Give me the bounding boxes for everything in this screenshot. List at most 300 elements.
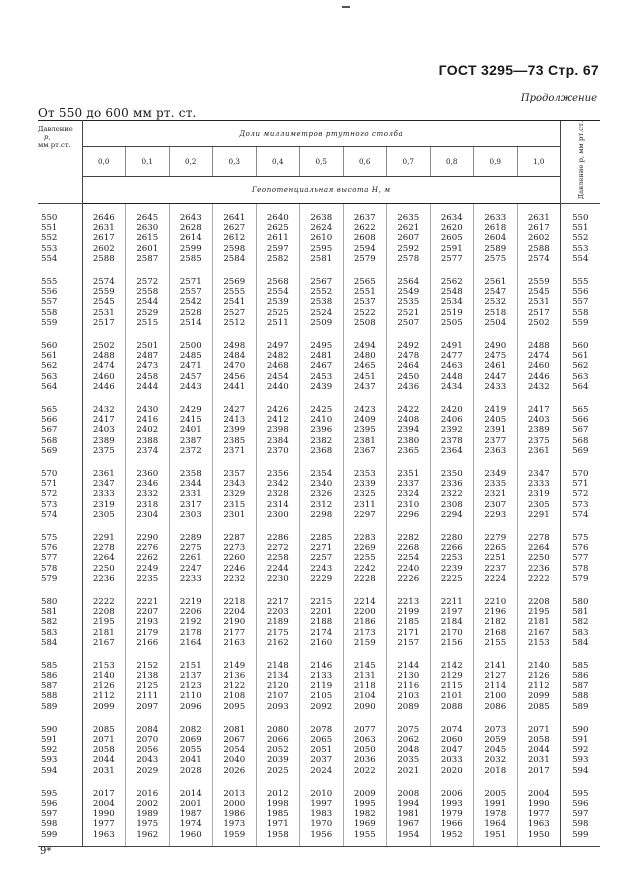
height-cell: 2006 [430, 789, 474, 799]
height-cell: 2040 [213, 755, 257, 765]
height-cell: 2594 [343, 244, 387, 254]
height-cell: 2260 [213, 553, 257, 563]
height-cell: 2048 [387, 745, 431, 755]
pressure-cell: 564 [38, 382, 82, 392]
height-cell: 2584 [213, 254, 257, 264]
height-cell: 2625 [256, 223, 300, 233]
height-cell: 2207 [126, 607, 170, 617]
pressure-cell: 572 [38, 489, 82, 499]
height-cell: 2235 [126, 574, 170, 584]
height-cell: 1990 [527, 798, 550, 809]
height-cell: 2346 [126, 479, 170, 489]
height-cell: 2490 [474, 341, 518, 351]
height-cell: 1977 [527, 809, 550, 820]
height-cell: 2457 [169, 372, 213, 382]
height-cell: 1962 [126, 830, 170, 840]
height-cell: 2175 [256, 628, 300, 638]
table-row [38, 543, 600, 553]
height-cell: 2069 [169, 735, 213, 745]
height-cell: 2294 [430, 510, 474, 520]
height-cell: 2035 [387, 755, 431, 765]
height-cell: 2167 [527, 627, 550, 638]
fraction-header-0: 0,0 [82, 147, 126, 177]
height-cell: 2111 [126, 691, 170, 701]
height-cell: 2080 [256, 725, 300, 735]
height-cell: 2077 [343, 725, 387, 735]
height-cell: 2460 [527, 361, 550, 372]
height-cell: 2425 [300, 405, 344, 415]
height-cell: 2351 [387, 469, 431, 479]
height-cell: 2073 [474, 725, 518, 735]
height-cell: 2617 [527, 223, 550, 233]
height-cell: 2012 [256, 789, 300, 799]
height-cell: 2444 [126, 382, 170, 392]
height-cell: 2244 [256, 564, 300, 574]
page-number: 9* [40, 846, 52, 857]
pressure-cell-right: 567 [561, 425, 601, 435]
height-cell: 2538 [300, 297, 344, 307]
height-cell: 2155 [474, 638, 518, 648]
table-row [38, 308, 600, 318]
pressure-cell-right: 593 [561, 755, 601, 765]
pressure-cell-right: 554 [561, 254, 601, 264]
height-cell: 2153 [82, 661, 126, 671]
pressure-cell-right: 591 [561, 735, 601, 745]
height-cell: 2218 [213, 597, 257, 607]
height-cell: 2630 [126, 223, 170, 233]
table-row [38, 254, 600, 264]
height-cell: 2447 [474, 372, 518, 382]
height-cell: 2002 [126, 799, 170, 809]
pressure-cell: 583 [38, 628, 82, 638]
table-row [38, 405, 600, 415]
pressure-cell-right: 560 [561, 341, 601, 351]
height-cell: 2140 [82, 671, 126, 681]
height-cell: 2467 [300, 361, 344, 371]
height-cell: 2271 [300, 543, 344, 553]
pressure-cell-right: 571 [561, 479, 601, 489]
height-cell: 2055 [169, 745, 213, 755]
table-row [38, 617, 600, 627]
height-cell: 2532 [474, 297, 518, 307]
height-cell: 2591 [430, 244, 474, 254]
height-cell: 2029 [126, 766, 170, 776]
height-cell: 1971 [256, 819, 300, 829]
pressure-cell-right: 558 [561, 308, 601, 318]
height-cell: 2251 [474, 553, 518, 563]
height-cell: 2454 [256, 372, 300, 382]
pressure-cell-right: 583 [561, 628, 601, 638]
pressure-cell: 588 [38, 691, 82, 701]
pressure-cell: 597 [38, 809, 82, 819]
pressure-cell: 551 [38, 223, 82, 233]
height-cell: 2559 [82, 287, 126, 297]
height-cell: 2578 [387, 254, 431, 264]
table-row [38, 425, 600, 435]
group-spacer [38, 328, 600, 341]
height-cell: 2236 [82, 574, 126, 584]
height-cell: 2574 [527, 253, 550, 264]
height-cell: 2297 [343, 510, 387, 520]
group-spacer [38, 584, 600, 597]
height-cell: 2430 [126, 405, 170, 415]
height-cell: 2357 [213, 469, 257, 479]
table-row [38, 500, 600, 510]
height-cell: 2278 [527, 532, 550, 543]
height-cell: 2537 [343, 297, 387, 307]
height-cell: 2200 [343, 607, 387, 617]
height-cell: 2243 [300, 564, 344, 574]
height-cell: 2310 [387, 500, 431, 510]
continued-label: Продолжение [520, 93, 597, 104]
height-cell: 2488 [82, 351, 126, 361]
group-spacer [38, 520, 600, 533]
height-cell: 2129 [430, 671, 474, 681]
height-cell: 2193 [126, 617, 170, 627]
height-cell: 2233 [169, 574, 213, 584]
pressure-cell: 587 [38, 681, 82, 691]
fraction-header-7: 0,7 [387, 147, 431, 177]
height-cell: 2392 [430, 425, 474, 435]
height-cell: 2308 [430, 500, 474, 510]
height-cell: 2588 [82, 254, 126, 264]
height-cell: 2328 [256, 489, 300, 499]
height-cell: 2473 [126, 361, 170, 371]
table-row [38, 671, 600, 681]
height-cell: 1985 [256, 809, 300, 819]
height-cell: 2239 [430, 564, 474, 574]
height-cell: 1987 [169, 809, 213, 819]
height-cell: 2093 [256, 702, 300, 712]
height-cell: 2107 [256, 691, 300, 701]
group-spacer [38, 776, 600, 789]
height-cell: 2000 [213, 799, 257, 809]
height-cell: 2206 [169, 607, 213, 617]
height-cell: 2401 [169, 425, 213, 435]
table-row [38, 318, 600, 328]
height-cell: 2460 [82, 372, 126, 382]
height-cell: 2453 [300, 372, 344, 382]
height-cell: 2119 [300, 681, 344, 691]
height-cell: 2545 [82, 297, 126, 307]
height-cell: 2024 [300, 766, 344, 776]
fraction-header-4: 0,4 [256, 147, 300, 177]
height-cell: 2134 [256, 671, 300, 681]
height-cell: 2282 [387, 533, 431, 543]
height-cell: 2382 [300, 436, 344, 446]
height-cell: 2319 [527, 489, 550, 500]
height-cell: 2298 [300, 510, 344, 520]
pressure-cell: 593 [38, 755, 82, 765]
height-cell: 2120 [256, 681, 300, 691]
height-cell: 2110 [169, 691, 213, 701]
height-cell: 2451 [343, 372, 387, 382]
pressure-cell-right: 581 [561, 607, 601, 617]
pressure-cell: 556 [38, 287, 82, 297]
group-spacer [38, 203, 600, 213]
standard-number: ГОСТ 3295—73 [438, 62, 544, 78]
height-cell: 2420 [430, 405, 474, 415]
table-row [38, 766, 600, 776]
height-cell: 2380 [387, 436, 431, 446]
height-cell: 2266 [430, 543, 474, 553]
table-row [38, 510, 600, 520]
pressure-cell-right: 590 [561, 725, 601, 735]
height-cell: 2592 [387, 244, 431, 254]
height-cell: 2229 [300, 574, 344, 584]
height-cell: 1975 [126, 819, 170, 829]
height-cell: 2162 [256, 638, 300, 648]
height-cell: 1978 [474, 809, 518, 819]
height-cell: 2643 [169, 213, 213, 223]
pressure-cell: 557 [38, 297, 82, 307]
height-cell: 2589 [474, 244, 518, 254]
height-cell: 1993 [430, 799, 474, 809]
height-cell: 2144 [387, 661, 431, 671]
height-cell: 2291 [527, 509, 550, 520]
height-cell: 2396 [300, 425, 344, 435]
height-cell: 2426 [256, 405, 300, 415]
height-cell: 1995 [343, 799, 387, 809]
height-cell: 1977 [82, 819, 126, 829]
height-cell: 2047 [430, 745, 474, 755]
height-cell: 2405 [474, 415, 518, 425]
height-cell: 2337 [387, 479, 431, 489]
height-cell: 2164 [169, 638, 213, 648]
height-cell: 2085 [82, 725, 126, 735]
pressure-cell: 580 [38, 597, 82, 607]
table-row [38, 213, 600, 223]
height-cell: 1952 [430, 830, 474, 840]
table-row [38, 287, 600, 297]
height-cell: 2104 [343, 691, 387, 701]
height-cell: 2344 [169, 479, 213, 489]
height-cell: 2374 [126, 446, 170, 456]
range-title: От 550 до 600 мм рт. ст. [38, 106, 197, 120]
height-cell: 2410 [300, 415, 344, 425]
height-cell: 2146 [300, 661, 344, 671]
height-cell: 2646 [82, 213, 126, 223]
height-cell: 2065 [300, 735, 344, 745]
height-cell: 1958 [256, 830, 300, 840]
height-cell: 2446 [527, 371, 550, 382]
height-cell: 2482 [256, 351, 300, 361]
pressure-cell: 576 [38, 543, 82, 553]
height-cell: 2515 [126, 318, 170, 328]
height-cell: 2367 [343, 446, 387, 456]
height-cell: 2492 [387, 341, 431, 351]
height-cell: 2437 [343, 382, 387, 392]
height-cell: 2141 [474, 661, 518, 671]
height-cell: 2409 [343, 415, 387, 425]
height-cell: 2058 [527, 734, 550, 745]
height-cell: 2470 [213, 361, 257, 371]
height-cell: 2610 [300, 233, 344, 243]
table-end [38, 840, 600, 847]
height-cell: 2331 [169, 489, 213, 499]
height-cell: 2458 [126, 372, 170, 382]
table-row [38, 745, 600, 755]
height-cell: 2253 [430, 553, 474, 563]
height-cell: 2081 [213, 725, 257, 735]
height-cell: 2477 [430, 351, 474, 361]
height-cell: 2465 [343, 361, 387, 371]
pressure-cell-right: 550 [561, 213, 601, 223]
height-cell: 2535 [387, 297, 431, 307]
height-cell: 2318 [126, 500, 170, 510]
height-cell: 2637 [343, 213, 387, 223]
height-cell: 2394 [387, 425, 431, 435]
height-cell: 2615 [126, 233, 170, 243]
height-cell: 2633 [474, 213, 518, 223]
height-cell: 2016 [126, 789, 170, 799]
height-cell: 2280 [430, 533, 474, 543]
height-cell: 2395 [343, 425, 387, 435]
height-cell: 2071 [527, 724, 550, 735]
height-cell: 2354 [300, 469, 344, 479]
height-cell: 2474 [527, 350, 550, 361]
table-row [38, 361, 600, 371]
height-cell: 2363 [474, 446, 518, 456]
height-cell: 2332 [126, 489, 170, 499]
height-cell: 2441 [213, 382, 257, 392]
height-cell: 2508 [343, 318, 387, 328]
height-cell: 2021 [387, 766, 431, 776]
pressure-cell: 558 [38, 308, 82, 318]
height-cell: 2153 [527, 637, 550, 648]
height-cell: 1983 [300, 809, 344, 819]
height-cell: 2599 [169, 244, 213, 254]
height-cell: 2182 [474, 617, 518, 627]
pressure-cell-right: 575 [561, 533, 601, 543]
height-cell: 2528 [169, 308, 213, 318]
height-cell: 1991 [474, 799, 518, 809]
height-cell: 2557 [169, 287, 213, 297]
pressure-cell: 567 [38, 425, 82, 435]
height-cell: 2199 [387, 607, 431, 617]
height-cell: 1956 [300, 830, 344, 840]
table-row [38, 469, 600, 479]
height-cell: 2547 [474, 287, 518, 297]
height-cell: 2375 [82, 446, 126, 456]
height-cell: 2544 [126, 297, 170, 307]
pressure-cell: 560 [38, 341, 82, 351]
height-cell: 2434 [430, 382, 474, 392]
height-cell: 2631 [527, 212, 550, 223]
height-cell: 2059 [474, 735, 518, 745]
height-cell: 2084 [126, 725, 170, 735]
height-cell: 2151 [169, 661, 213, 671]
height-cell: 2601 [126, 244, 170, 254]
height-cell: 2026 [213, 766, 257, 776]
height-cell: 2448 [430, 372, 474, 382]
table-row [38, 436, 600, 446]
height-cell: 2406 [430, 415, 474, 425]
height-cell: 2579 [343, 254, 387, 264]
height-cell: 2519 [430, 308, 474, 318]
height-cell: 2036 [343, 755, 387, 765]
pressure-cell: 575 [38, 533, 82, 543]
height-cell: 2115 [430, 681, 474, 691]
height-cell: 2031 [82, 766, 126, 776]
height-cell: 2423 [343, 405, 387, 415]
height-cell: 2564 [387, 277, 431, 287]
group-spacer [38, 392, 600, 405]
height-cell: 2627 [213, 223, 257, 233]
height-cell: 1960 [169, 830, 213, 840]
height-cell: 2347 [82, 479, 126, 489]
pressure-cell: 586 [38, 671, 82, 681]
pressure-cell-right: 576 [561, 543, 601, 553]
height-cell: 2186 [343, 617, 387, 627]
pressure-cell-right: 578 [561, 564, 601, 574]
height-cell: 2340 [300, 479, 344, 489]
height-cell: 2031 [527, 755, 550, 766]
height-cell: 2291 [82, 533, 126, 543]
pressure-cell-right: 572 [561, 489, 601, 499]
height-cell: 2371 [213, 446, 257, 456]
height-cell: 2219 [169, 597, 213, 607]
height-cell: 2289 [169, 533, 213, 543]
height-cell: 2258 [256, 553, 300, 563]
pressure-cell-right: 595 [561, 789, 601, 799]
height-cell: 2195 [527, 606, 550, 617]
pressure-cell: 595 [38, 789, 82, 799]
height-cell: 2230 [256, 574, 300, 584]
height-cell: 1973 [213, 819, 257, 829]
pressure-cell: 566 [38, 415, 82, 425]
height-cell: 2226 [387, 574, 431, 584]
height-cell: 1966 [430, 819, 474, 829]
height-cell: 2531 [527, 297, 550, 308]
height-cell: 1963 [82, 830, 126, 840]
height-cell: 2500 [169, 341, 213, 351]
pressure-cell-right: 588 [561, 691, 601, 701]
height-cell: 2293 [474, 510, 518, 520]
pressure-cell-right: 592 [561, 745, 601, 755]
pressure-cell-right: 582 [561, 617, 601, 627]
pressure-cell: 592 [38, 745, 82, 755]
pressure-cell: 573 [38, 500, 82, 510]
height-cell: 1974 [169, 819, 213, 829]
height-cell: 2085 [527, 701, 550, 712]
height-cell: 2269 [343, 543, 387, 553]
pressure-cell: 598 [38, 819, 82, 829]
height-cell: 2443 [169, 382, 213, 392]
height-cell: 2137 [169, 671, 213, 681]
height-cell: 2017 [527, 765, 550, 776]
table-row [38, 789, 600, 799]
pressure-cell-right: 596 [561, 799, 601, 809]
height-cell: 2634 [430, 213, 474, 223]
height-cell: 2353 [343, 469, 387, 479]
height-cell: 2171 [387, 628, 431, 638]
height-cell: 2075 [387, 725, 431, 735]
height-cell: 2028 [169, 766, 213, 776]
table-row [38, 382, 600, 392]
height-cell: 2588 [527, 243, 550, 254]
height-cell: 2605 [430, 233, 474, 243]
height-cell: 2531 [82, 308, 126, 318]
height-cell: 2086 [474, 702, 518, 712]
height-cell: 1954 [387, 830, 431, 840]
height-cell: 2060 [430, 735, 474, 745]
pressure-cell: 584 [38, 638, 82, 648]
height-cell: 2210 [474, 597, 518, 607]
fraction-header-9: 0,9 [474, 147, 518, 177]
right-pressure-header [561, 121, 601, 204]
pressure-cell-right: 569 [561, 446, 601, 456]
